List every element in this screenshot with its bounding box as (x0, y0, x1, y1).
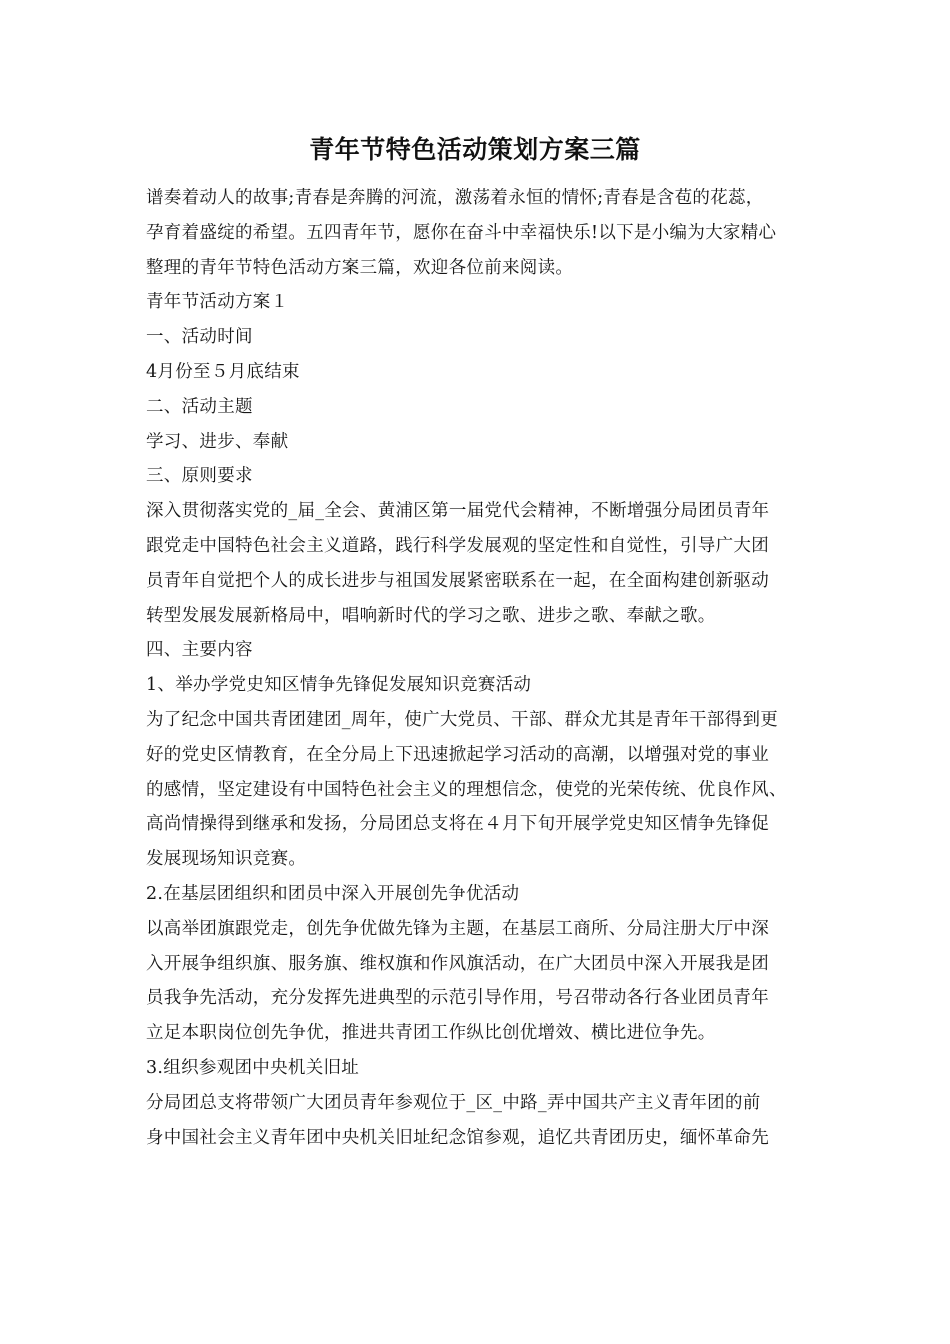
body-line: 入开展争组织旗、服务旗、维权旗和作风旗活动，在广大团员中深入开展我是团 (146, 953, 769, 974)
subsection-heading: 2.在基层团组织和团员中深入开展创先争优活动 (146, 883, 520, 904)
body-line: 身中国社会主义青年团中央机关旧址纪念馆参观，追忆共青团历史，缅怀革命先 (146, 1127, 769, 1148)
body-line: 学习、进步、奉献 (146, 431, 289, 452)
body-line: 4月份至５月底结束 (146, 361, 300, 382)
section-heading: 一、活动时间 (146, 327, 253, 348)
section-heading: 四、主要内容 (146, 640, 253, 661)
body-line: 员青年自觉把个人的成长进步与祖国发展紧密联系在一起，在全面构建创新驱动 (146, 570, 769, 591)
body-line: 以高举团旗跟党走，创先争优做先锋为主题，在基层工商所、分局注册大厅中深 (146, 918, 769, 939)
body-line: 员我争先活动，充分发挥先进典型的示范引导作用，号召带动各行各业团员青年 (146, 988, 769, 1009)
document-body (146, 181, 810, 1155)
body-line: 分局团总支将带领广大团员青年参观位于_区_中路_弄中国共产主义青年团的前 (146, 1092, 761, 1113)
body-line: 发展现场知识竞赛。 (146, 849, 307, 870)
document-title: 青年节特色活动策划方案三篇 (309, 135, 641, 164)
body-line: 高尚情操得到继承和发扬，分局团总支将在４月下旬开展学党史知区情争先锋促 (146, 814, 769, 835)
body-line: 立足本职岗位创先争优，推进共青团工作纵比创优增效、横比进位争先。 (146, 1023, 716, 1044)
body-line: 转型发展发展新格局中，唱响新时代的学习之歌、进步之歌、奉献之歌。 (146, 605, 716, 626)
body-line: 谱奏着动人的故事;青春是奔腾的河流，激荡着永恒的情怀;青春是含苞的花蕊， (146, 188, 764, 208)
section-heading: 青年节活动方案１ (146, 292, 289, 313)
body-line: 为了纪念中国共青团建团_周年，使广大党员、干部、群众尤其是青年干部得到更 (146, 709, 779, 730)
body-line: 孕育着盛绽的希望。五四青年节，愿你在奋斗中幸福快乐!以下是小编为大家精心 (146, 222, 777, 243)
subsection-heading: 1、举办学党史知区情争先锋促发展知识竞赛活动 (146, 675, 532, 696)
body-line: 深入贯彻落实党的_届_全会、黄浦区第一届党代会精神，不断增强分局团员青年 (146, 501, 770, 522)
section-heading: 二、活动主题 (146, 396, 253, 417)
body-line: 的感情，坚定建设有中国特色社会主义的理想信念，使党的光荣传统、优良作风、 (146, 779, 787, 800)
section-heading: 三、原则要求 (146, 466, 253, 487)
body-line: 跟党走中国特色社会主义道路，践行科学发展观的坚定性和自觉性，引导广大团 (146, 535, 769, 556)
subsection-heading: 3.组织参观团中央机关旧址 (146, 1057, 360, 1078)
body-line: 整理的青年节特色活动方案三篇，欢迎各位前来阅读。 (146, 257, 574, 278)
body-line: 好的党史区情教育，在全分局上下迅速掀起学习活动的高潮，以增强对党的事业 (146, 744, 769, 765)
